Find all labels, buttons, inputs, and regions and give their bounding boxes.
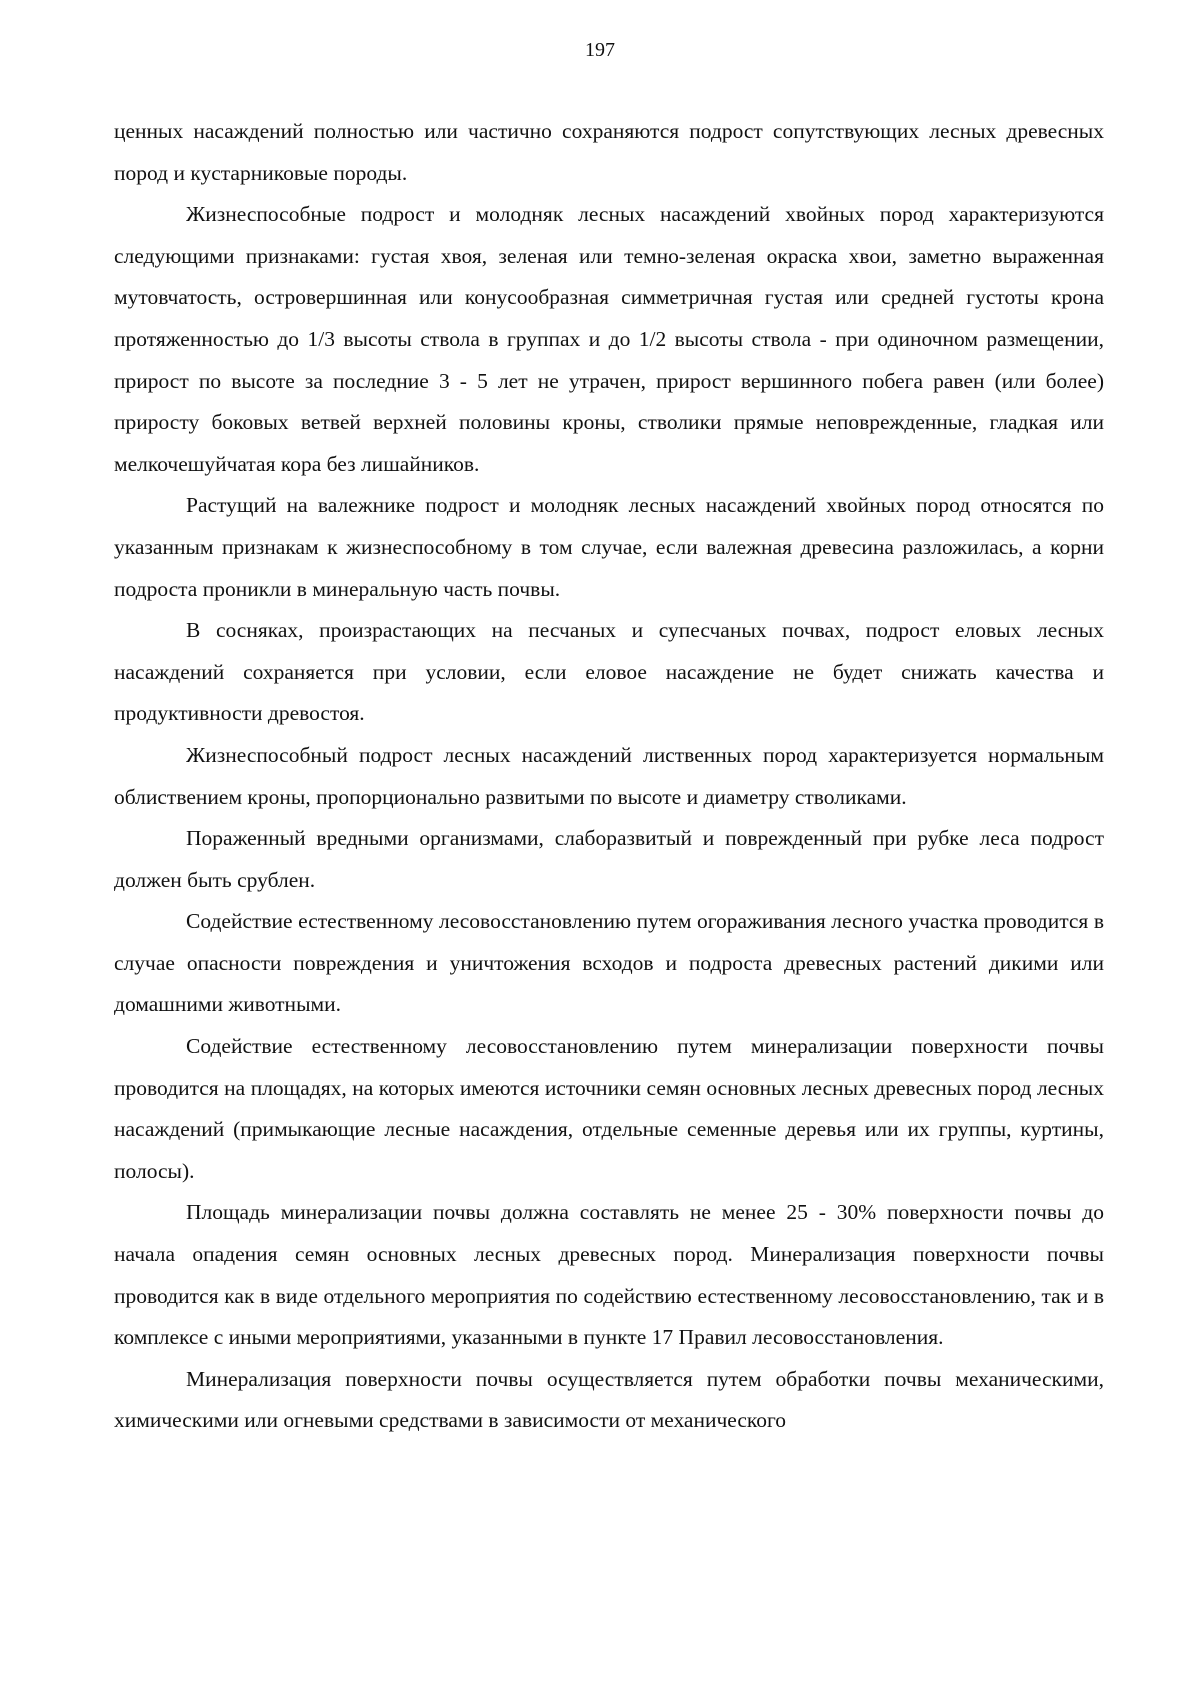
- paragraph-5: Жизнеспособный подрост лесных насаждений лиственных пород характеризуется нормальным облиствением кроны, пропорционально развитыми по высоте и диаметру стволиками.: [114, 742, 1104, 809]
- paragraph-9: Площадь минерализации почвы должна составлять не менее 25 - 30% поверхности почвы до начала опадения семян основных лесных древесных пород. Минерализация поверхности почвы проводится как в виде отдельного мероприятия по содействию естественному лесовосстановлению, так и в комплексе с иными мероприятиями, указанными в пункте 17 Правил лесовосстановления.: [114, 1200, 1104, 1350]
- paragraph-3: Растущий на валежнике подрост и молодняк лесных насаждений хвойных пород относятся по указанным признакам к жизнеспособному в том случае, если валежная древесина разложилась, а корни подроста проникли в минеральную часть почвы.: [114, 493, 1104, 601]
- paragraph-1: ценных насаждений полностью или частично сохраняются подрост сопутствующих лесных древесных пород и кустарниковые породы.: [114, 119, 1104, 185]
- document-body: [114, 111, 1104, 1442]
- paragraph-4: В сосняках, произрастающих на песчаных и супесчаных почвах, подрост еловых лесных насаждений сохраняется при условии, если еловое насаждение не будет снижать качества и продуктивности древостоя.: [114, 618, 1104, 726]
- paragraph-2: Жизнеспособные подрост и молодняк лесных насаждений хвойных пород характеризуются следующими признаками: густая хвоя, зеленая или темно-зеленая окраска хвои, заметно выраженная мутовчатость, островершинная или конусообразная симметричная густая или средней густоты крона протяженностью до 1/3 высоты ствола в группах и до 1/2 высоты ствола - при одиночном размещении, прирост по высоте за последние 3 - 5 лет не утрачен, прирост вершинного побега равен (или более) приросту боковых ветвей верхней половины кроны, стволики прямые неповрежденные, гладкая или мелкочешуйчатая кора без лишайников.: [114, 202, 1104, 476]
- paragraph-8: Содействие естественному лесовосстановлению путем минерализации поверхности почвы проводится на площадях, на которых имеются источники семян основных лесных древесных пород лесных насаждений (примыкающие лесные насаждения, отдельные семенные деревья или их группы, куртины, полосы).: [114, 1034, 1104, 1183]
- paragraph-6: Пораженный вредными организмами, слаборазвитый и поврежденный при рубке леса подрост должен быть срублен.: [114, 826, 1104, 892]
- page-number: 197: [585, 39, 615, 61]
- paragraph-7: Содействие естественному лесовосстановлению путем огораживания лесного участка проводится в случае опасности повреждения и уничтожения всходов и подроста древесных растений дикими или домашними животными.: [114, 909, 1104, 1017]
- paragraph-10: Минерализация поверхности почвы осуществляется путем обработки почвы механическими, химическими или огневыми средствами в зависимости от механического: [114, 1366, 1104, 1433]
